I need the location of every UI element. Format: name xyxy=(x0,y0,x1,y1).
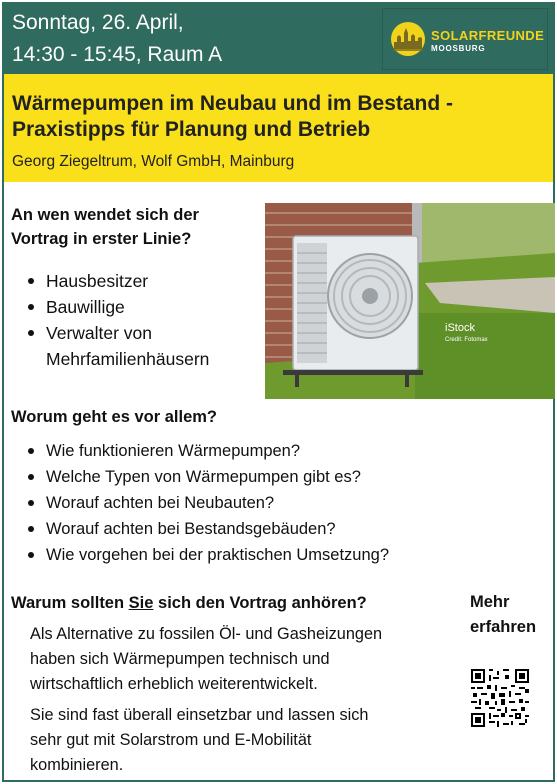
why-heading-emphasis: Sie xyxy=(128,594,154,612)
more-info-label: Mehr erfahren xyxy=(470,593,537,636)
list-item: Verwalter von xyxy=(28,320,258,346)
why-paragraph-1: Als Alternative zu fossilen Öl- und Gasheizungen haben sich Wärmepumpen technisch und wirtschaftlich erheblich weiterentwickelt. xyxy=(30,625,383,693)
speaker-info: Georg Ziegeltrum, Wolf GmbH, Mainburg xyxy=(12,153,295,170)
topics-heading: Worum geht es vor allem? xyxy=(11,408,217,426)
solarfreunde-logo xyxy=(382,8,548,70)
list-item: Worauf achten bei Neubauten? xyxy=(28,490,389,516)
audience-heading: An wen wendet sich der Vortrag in erster Linie? xyxy=(11,206,199,248)
talk-title-line-2: Praxistipps für Planung und Betrieb xyxy=(12,118,371,141)
talk-title-banner xyxy=(4,74,553,182)
event-card xyxy=(2,2,555,782)
photo-watermark: iStock xyxy=(445,322,475,334)
topics-list xyxy=(28,438,389,568)
heat-pump-photo xyxy=(265,203,555,399)
why-paragraph-2: Sie sind fast überall einsetzbar und lassen sich sehr gut mit Solarstrom und E-Mobilität kombinieren. xyxy=(30,706,369,774)
qr-code-icon[interactable] xyxy=(471,669,529,727)
why-heading: Warum sollten Sie sich den Vortrag anhören? xyxy=(11,594,367,612)
city-skyline-icon xyxy=(391,22,425,56)
list-item-continuation: Mehrfamilienhäusern xyxy=(46,349,210,369)
talk-title-line-1: Wärmepumpen im Neubau und im Bestand - xyxy=(12,92,454,115)
event-date: Sonntag, 26. April, xyxy=(12,11,184,34)
list-item: Bauwillige xyxy=(28,294,258,320)
logo-city-text: MOOSBURG xyxy=(431,44,486,53)
logo-brand-text: SOLARFREUNDE xyxy=(431,28,545,43)
list-item: Hausbesitzer xyxy=(28,268,258,294)
list-item: Welche Typen von Wärmepumpen gibt es? xyxy=(28,464,389,490)
list-item: Wie vorgehen bei der praktischen Umsetzung? xyxy=(28,542,389,568)
list-item: Worauf achten bei Bestandsgebäuden? xyxy=(28,516,389,542)
audience-list xyxy=(28,268,258,372)
event-time-room: 14:30 - 15:45, Raum A xyxy=(12,43,223,66)
list-item: Wie funktionieren Wärmepumpen? xyxy=(28,438,389,464)
event-header xyxy=(4,4,553,74)
photo-credit: Credit: Fotomax xyxy=(445,337,488,343)
